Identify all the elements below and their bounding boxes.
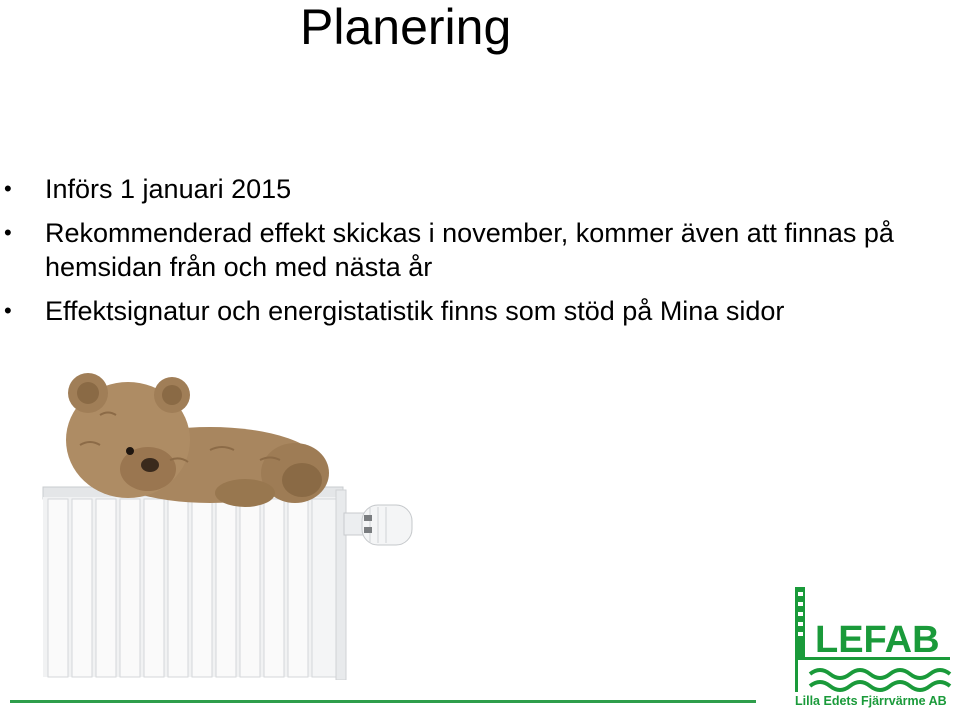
logo-wordmark: LEFAB	[815, 619, 940, 661]
bullet-icon: •	[4, 220, 12, 245]
bullet-item	[0, 294, 950, 328]
teddy-bear-radiator-image	[40, 365, 430, 680]
bullet-text: Effektsignatur och energistatistik finns som stöd på Mina sidor	[45, 296, 785, 326]
bullet-text: Rekommenderad effekt skickas i november, kommer även att finnas på hemsidan från och med nästa år	[45, 218, 894, 282]
lefab-logo	[790, 582, 955, 712]
bullet-item	[0, 172, 950, 206]
bullet-list	[0, 172, 950, 338]
teddy-bear-icon	[66, 373, 329, 507]
bullet-item	[0, 216, 950, 284]
bullet-icon: •	[4, 298, 12, 323]
radiator-fins	[48, 499, 340, 677]
thermostat-valve-icon	[344, 505, 412, 545]
bullet-text: Införs 1 januari 2015	[45, 174, 292, 204]
slide-title: Planering	[300, 0, 512, 55]
logo-tagline: Lilla Edets Fjärrvärme AB	[795, 694, 947, 708]
bottom-rule	[10, 700, 756, 703]
bullet-icon: •	[4, 176, 12, 201]
